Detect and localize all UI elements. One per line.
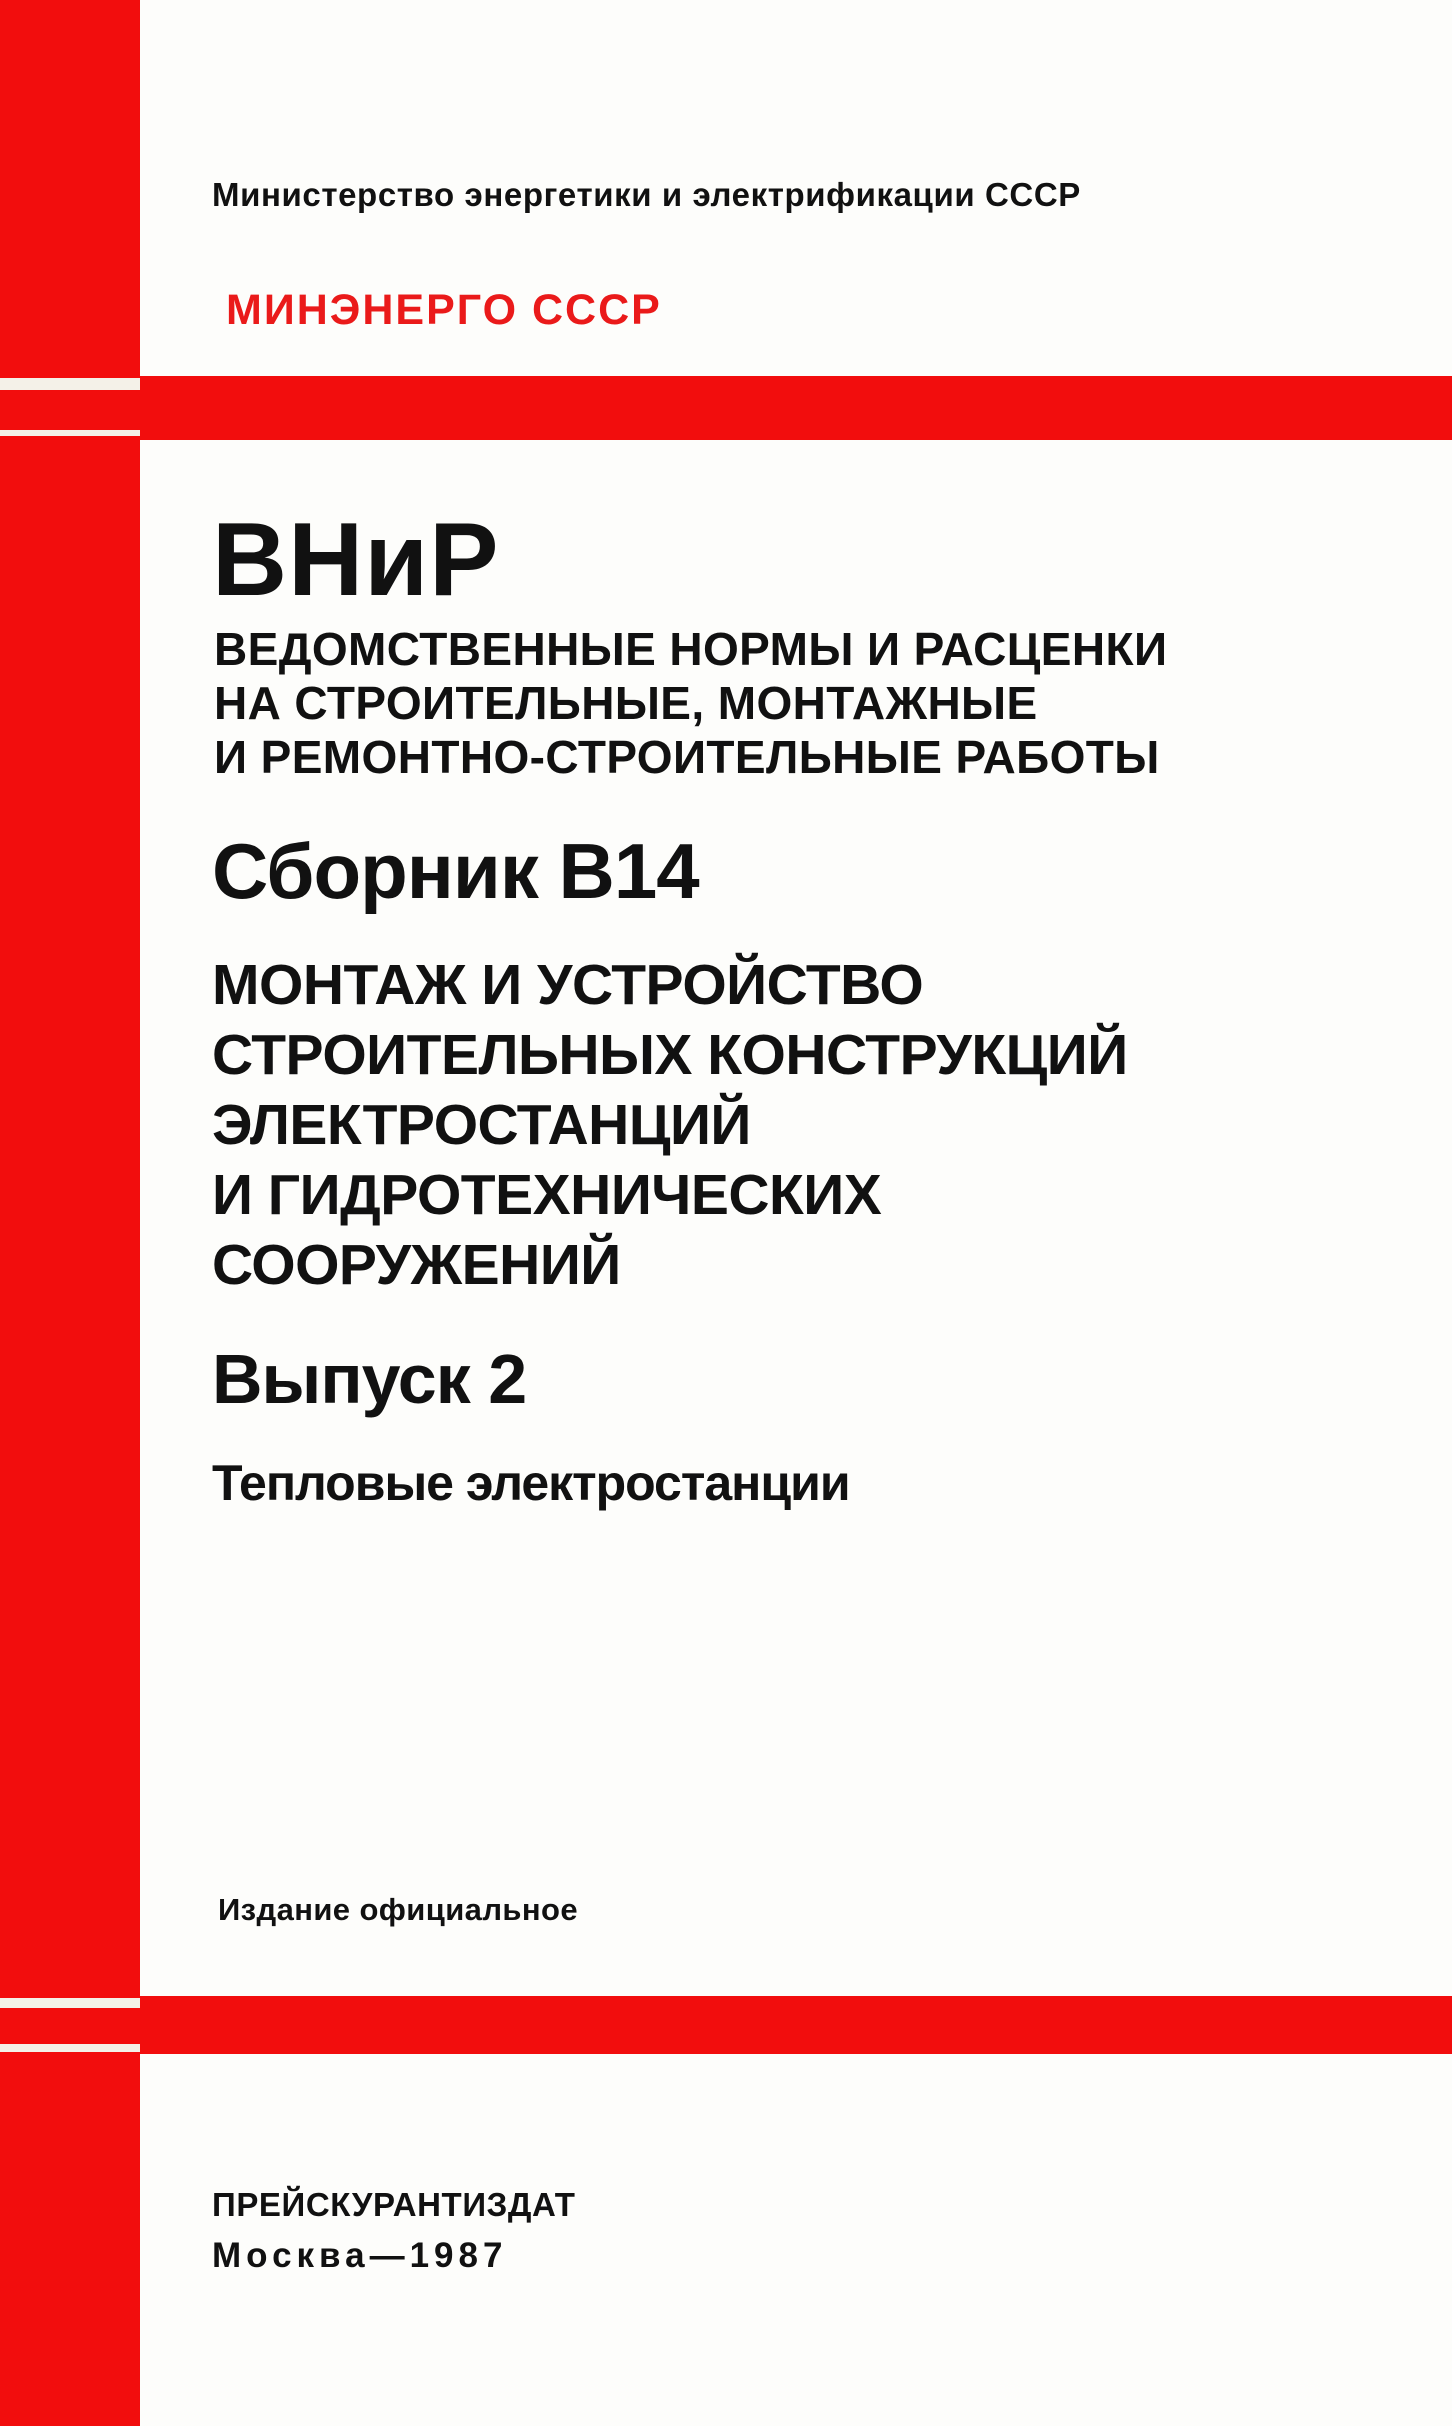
ministry-name: Министерство энергетики и электрификации СССР: [212, 176, 1081, 213]
bottom-red-band: [0, 1996, 1452, 2054]
series-title-line: И РЕМОНТНО-СТРОИТЕЛЬНЫЕ РАБОТЫ: [214, 731, 1160, 783]
collection-title-line: И ГИДРОТЕХНИЧЕСКИХ: [212, 1163, 882, 1227]
collection-title-line: СООРУЖЕНИЙ: [212, 1233, 621, 1297]
collection-title-line: СТРОИТЕЛЬНЫХ КОНСТРУКЦИЙ: [212, 1023, 1128, 1087]
edition-note: Издание официальное: [218, 1892, 578, 1927]
collection-title-line: ЭЛЕКТРОСТАНЦИЙ: [212, 1093, 751, 1157]
series-title-line: ВЕДОМСТВЕННЫЕ НОРМЫ И РАСЦЕНКИ: [214, 623, 1168, 675]
collection-title-line: МОНТАЖ И УСТРОЙСТВО: [212, 953, 924, 1017]
issue-number: Выпуск 2: [212, 1340, 527, 1418]
band-notch: [0, 378, 140, 390]
band-notch: [0, 1998, 140, 2008]
collection-number: Сборник В14: [212, 827, 699, 915]
collection-title: [212, 950, 1128, 1300]
series-title: [214, 622, 1167, 784]
ministry-short-name: МИНЭНЕРГО СССР: [226, 286, 662, 334]
left-red-strip: [0, 0, 140, 2426]
top-red-band: [0, 376, 1452, 440]
issue-title: Тепловые электростанции: [212, 1455, 850, 1511]
publisher-name: ПРЕЙСКУРАНТИЗДАТ: [212, 2186, 576, 2223]
band-notch: [0, 430, 140, 436]
series-title-line: НА СТРОИТЕЛЬНЫЕ, МОНТАЖНЫЕ: [214, 677, 1038, 729]
series-code: ВНиР: [212, 502, 500, 618]
publication-city-year: Москва—1987: [212, 2236, 508, 2275]
band-notch: [0, 2044, 140, 2052]
